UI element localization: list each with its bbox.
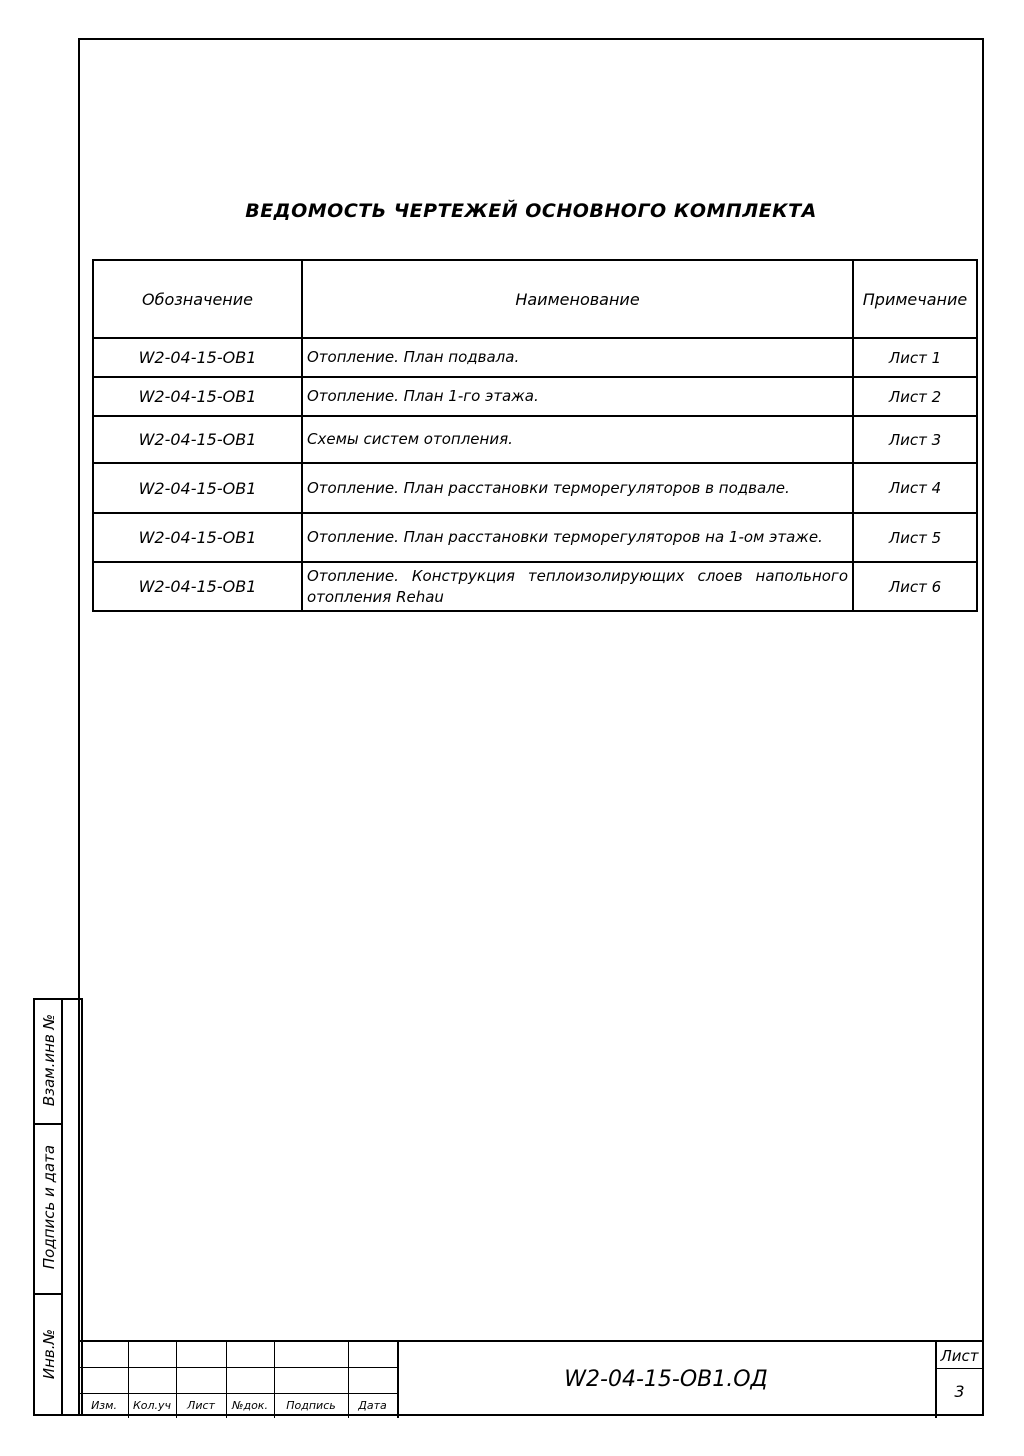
col-label-izm: Изм. <box>91 1399 117 1412</box>
row-name: Отопление. План 1-го этажа. <box>302 377 853 416</box>
row-code: W2-04-15-ОВ1 <box>93 416 302 463</box>
col-label-kol-uch: Кол.уч <box>132 1399 172 1412</box>
row-note: Лист 6 <box>853 562 977 611</box>
row-name: Отопление. План расстановки терморегуляторов в подвале. <box>302 463 853 513</box>
side-stamp-divider <box>35 1123 63 1125</box>
row-code: W2-04-15-ОВ1 <box>93 463 302 513</box>
row-name: Схемы систем отопления. <box>302 416 853 463</box>
table-row <box>93 463 977 513</box>
table-row <box>93 513 977 562</box>
side-stamp <box>33 998 83 1416</box>
row-code: W2-04-15-ОВ1 <box>93 562 302 611</box>
col-label-list: Лист <box>187 1399 215 1412</box>
grid-line <box>80 1367 397 1368</box>
table-row <box>93 416 977 463</box>
grid-line <box>80 1393 397 1394</box>
document-code: W2-04-15-ОВ1.ОД <box>564 1367 768 1392</box>
row-note: Лист 5 <box>853 513 977 562</box>
sheet-number: 3 <box>954 1382 965 1401</box>
row-name: Отопление. План расстановки терморегуляторов на 1-ом этаже. <box>302 513 853 562</box>
row-note: Лист 4 <box>853 463 977 513</box>
row-name: Отопление. Конструкция теплоизолирующих слоев напольного отопления Rehau <box>302 562 853 611</box>
table-header-row <box>93 260 977 338</box>
row-note: Лист 2 <box>853 377 977 416</box>
row-note: Лист 1 <box>853 338 977 377</box>
row-name: Отопление. План подвала. <box>302 338 853 377</box>
header-note: Примечание <box>853 260 977 338</box>
col-label-data: Дата <box>358 1399 387 1412</box>
grid-line <box>935 1368 984 1369</box>
table-row <box>93 377 977 416</box>
drawings-list-table <box>92 259 978 612</box>
vzam-inv-label: Взам.инв № <box>40 1013 58 1107</box>
row-code: W2-04-15-ОВ1 <box>93 377 302 416</box>
table-row <box>93 562 977 611</box>
row-code: W2-04-15-ОВ1 <box>93 338 302 377</box>
col-label-ndok: №док. <box>232 1399 268 1412</box>
row-note: Лист 3 <box>853 416 977 463</box>
side-stamp-divider <box>35 1293 63 1295</box>
signature-date-label: Подпись и дата <box>40 1144 58 1270</box>
sheet-label: Лист <box>940 1347 979 1365</box>
header-name: Наименование <box>302 260 853 338</box>
row-code: W2-04-15-ОВ1 <box>93 513 302 562</box>
title-block <box>80 1340 984 1418</box>
document-title: ВЕДОМОСТЬ ЧЕРТЕЖЕЙ ОСНОВНОГО КОМПЛЕКТА <box>245 200 817 222</box>
drawing-frame <box>78 38 984 1416</box>
inv-number-label: Инв.№ <box>40 1328 58 1380</box>
header-code: Обозначение <box>93 260 302 338</box>
table-row <box>93 338 977 377</box>
col-label-podpis: Подпись <box>286 1399 336 1412</box>
